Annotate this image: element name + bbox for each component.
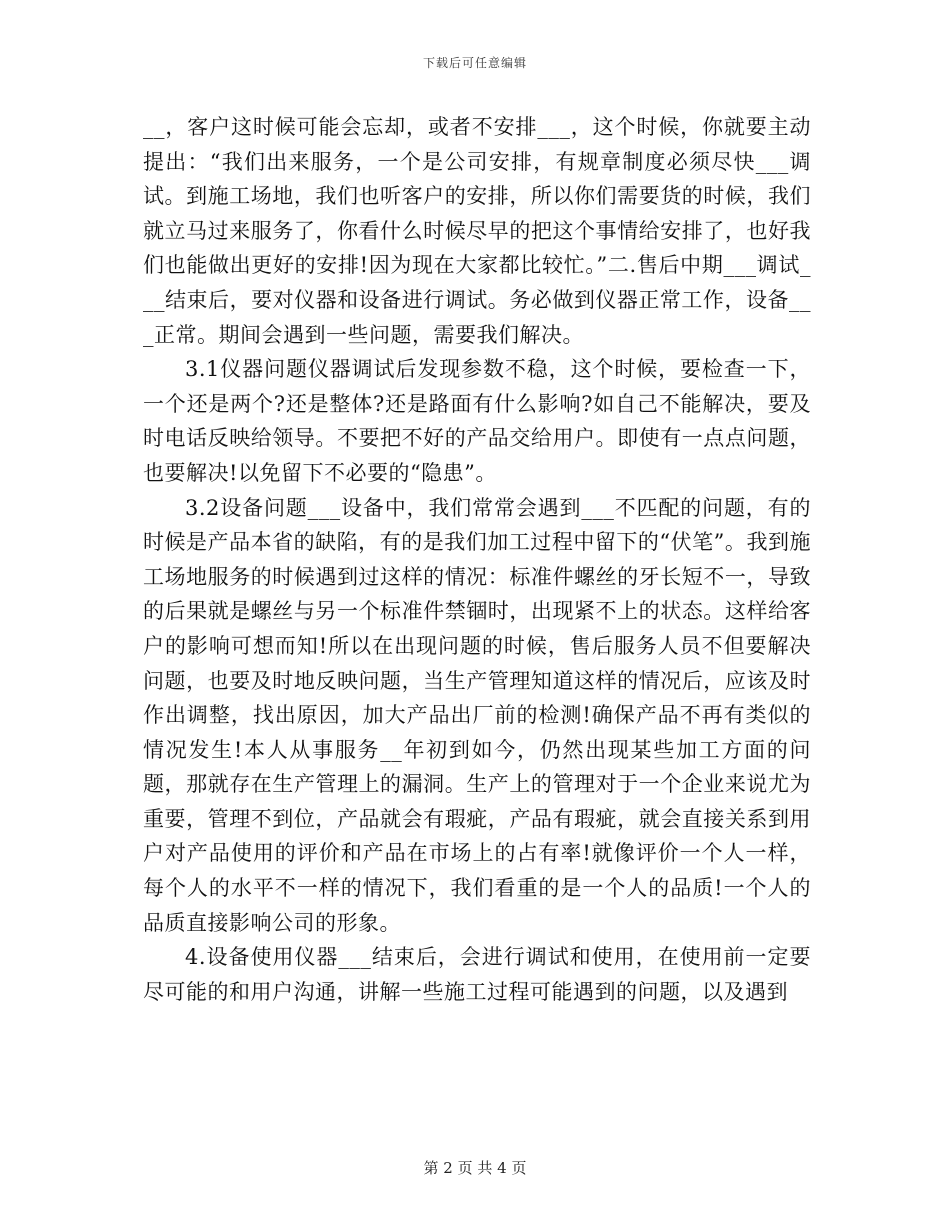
paragraph-instrument-problem: 3.1仪器问题仪器调试后发现参数不稳，这个时候，要检查一下，一个还是两个?还是整体?还是路面有什么影响?如自己不能解决，要及时电话反映给领导。不要把不好的产品交给用户。即使有一点点问题，也要解决!以免留下不必要的“隐患”。 bbox=[143, 357, 811, 485]
paragraph-after-sales-intro: __，客户这时候可能会忘却，或者不安排___，这个时候，你就要主动提出：“我们出来服务，一个是公司安排，有规章制度必须尽快___调试。到施工场地，我们也听客户的安排，所以你们需要货的时候，我们就立马过来服务了，你看什么时候尽早的把这个事情给安排了，也好我们也能做出更好的安排!因为现在大家都比较忙。”二.售后中期___调试___结束后，要对仪器和设备进行调试。务必做到仪器正常工作，设备___正常。期间会遇到一些问题，需要我们解决。 bbox=[143, 115, 811, 347]
paragraph-equipment-usage: 4.设备使用仪器___结束后，会进行调试和使用，在使用前一定要尽可能的和用户沟通，讲解一些施工过程可能遇到的问题，以及遇到 bbox=[143, 945, 811, 1004]
paragraph-equipment-problem: 3.2设备问题___设备中，我们常常会遇到___不匹配的问题，有的时候是产品本省的缺陷，有的是我们加工过程中留下的“伏笔”。我到施工场地服务的时候遇到过这样的情况：标准件螺丝的牙长短不一，导致的后果就是螺丝与另一个标准件禁锢时，出现紧不上的状态。这样给客户的影响可想而知!所以在出现问题的时候，售后服务人员不但要解决问题，也要及时地反映问题，当生产管理知道这样的情况后，应该及时作出调整，找出原因，加大产品出厂前的检测!确保产品不再有类似的情况发生!本人从事服务__年初到如今，仍然出现某些加工方面的问题，那就存在生产管理上的漏洞。生产上的管理对于一个企业来说尤为重要，管理不到位，产品就会有瑕疵，产品有瑕疵，就会直接关系到用户对产品使用的评价和产品在市场上的占有率!就像评价一个人一样，每个人的水平不一样的情况下，我们看重的是一个人的品质!一个人的品质直接影响公司的形象。 bbox=[143, 495, 811, 935]
document-body bbox=[143, 110, 811, 1009]
page-header: 下载后可任意编辑 bbox=[422, 56, 527, 70]
page-number-footer: 第 2 页 共 4 页 bbox=[423, 1159, 527, 1177]
